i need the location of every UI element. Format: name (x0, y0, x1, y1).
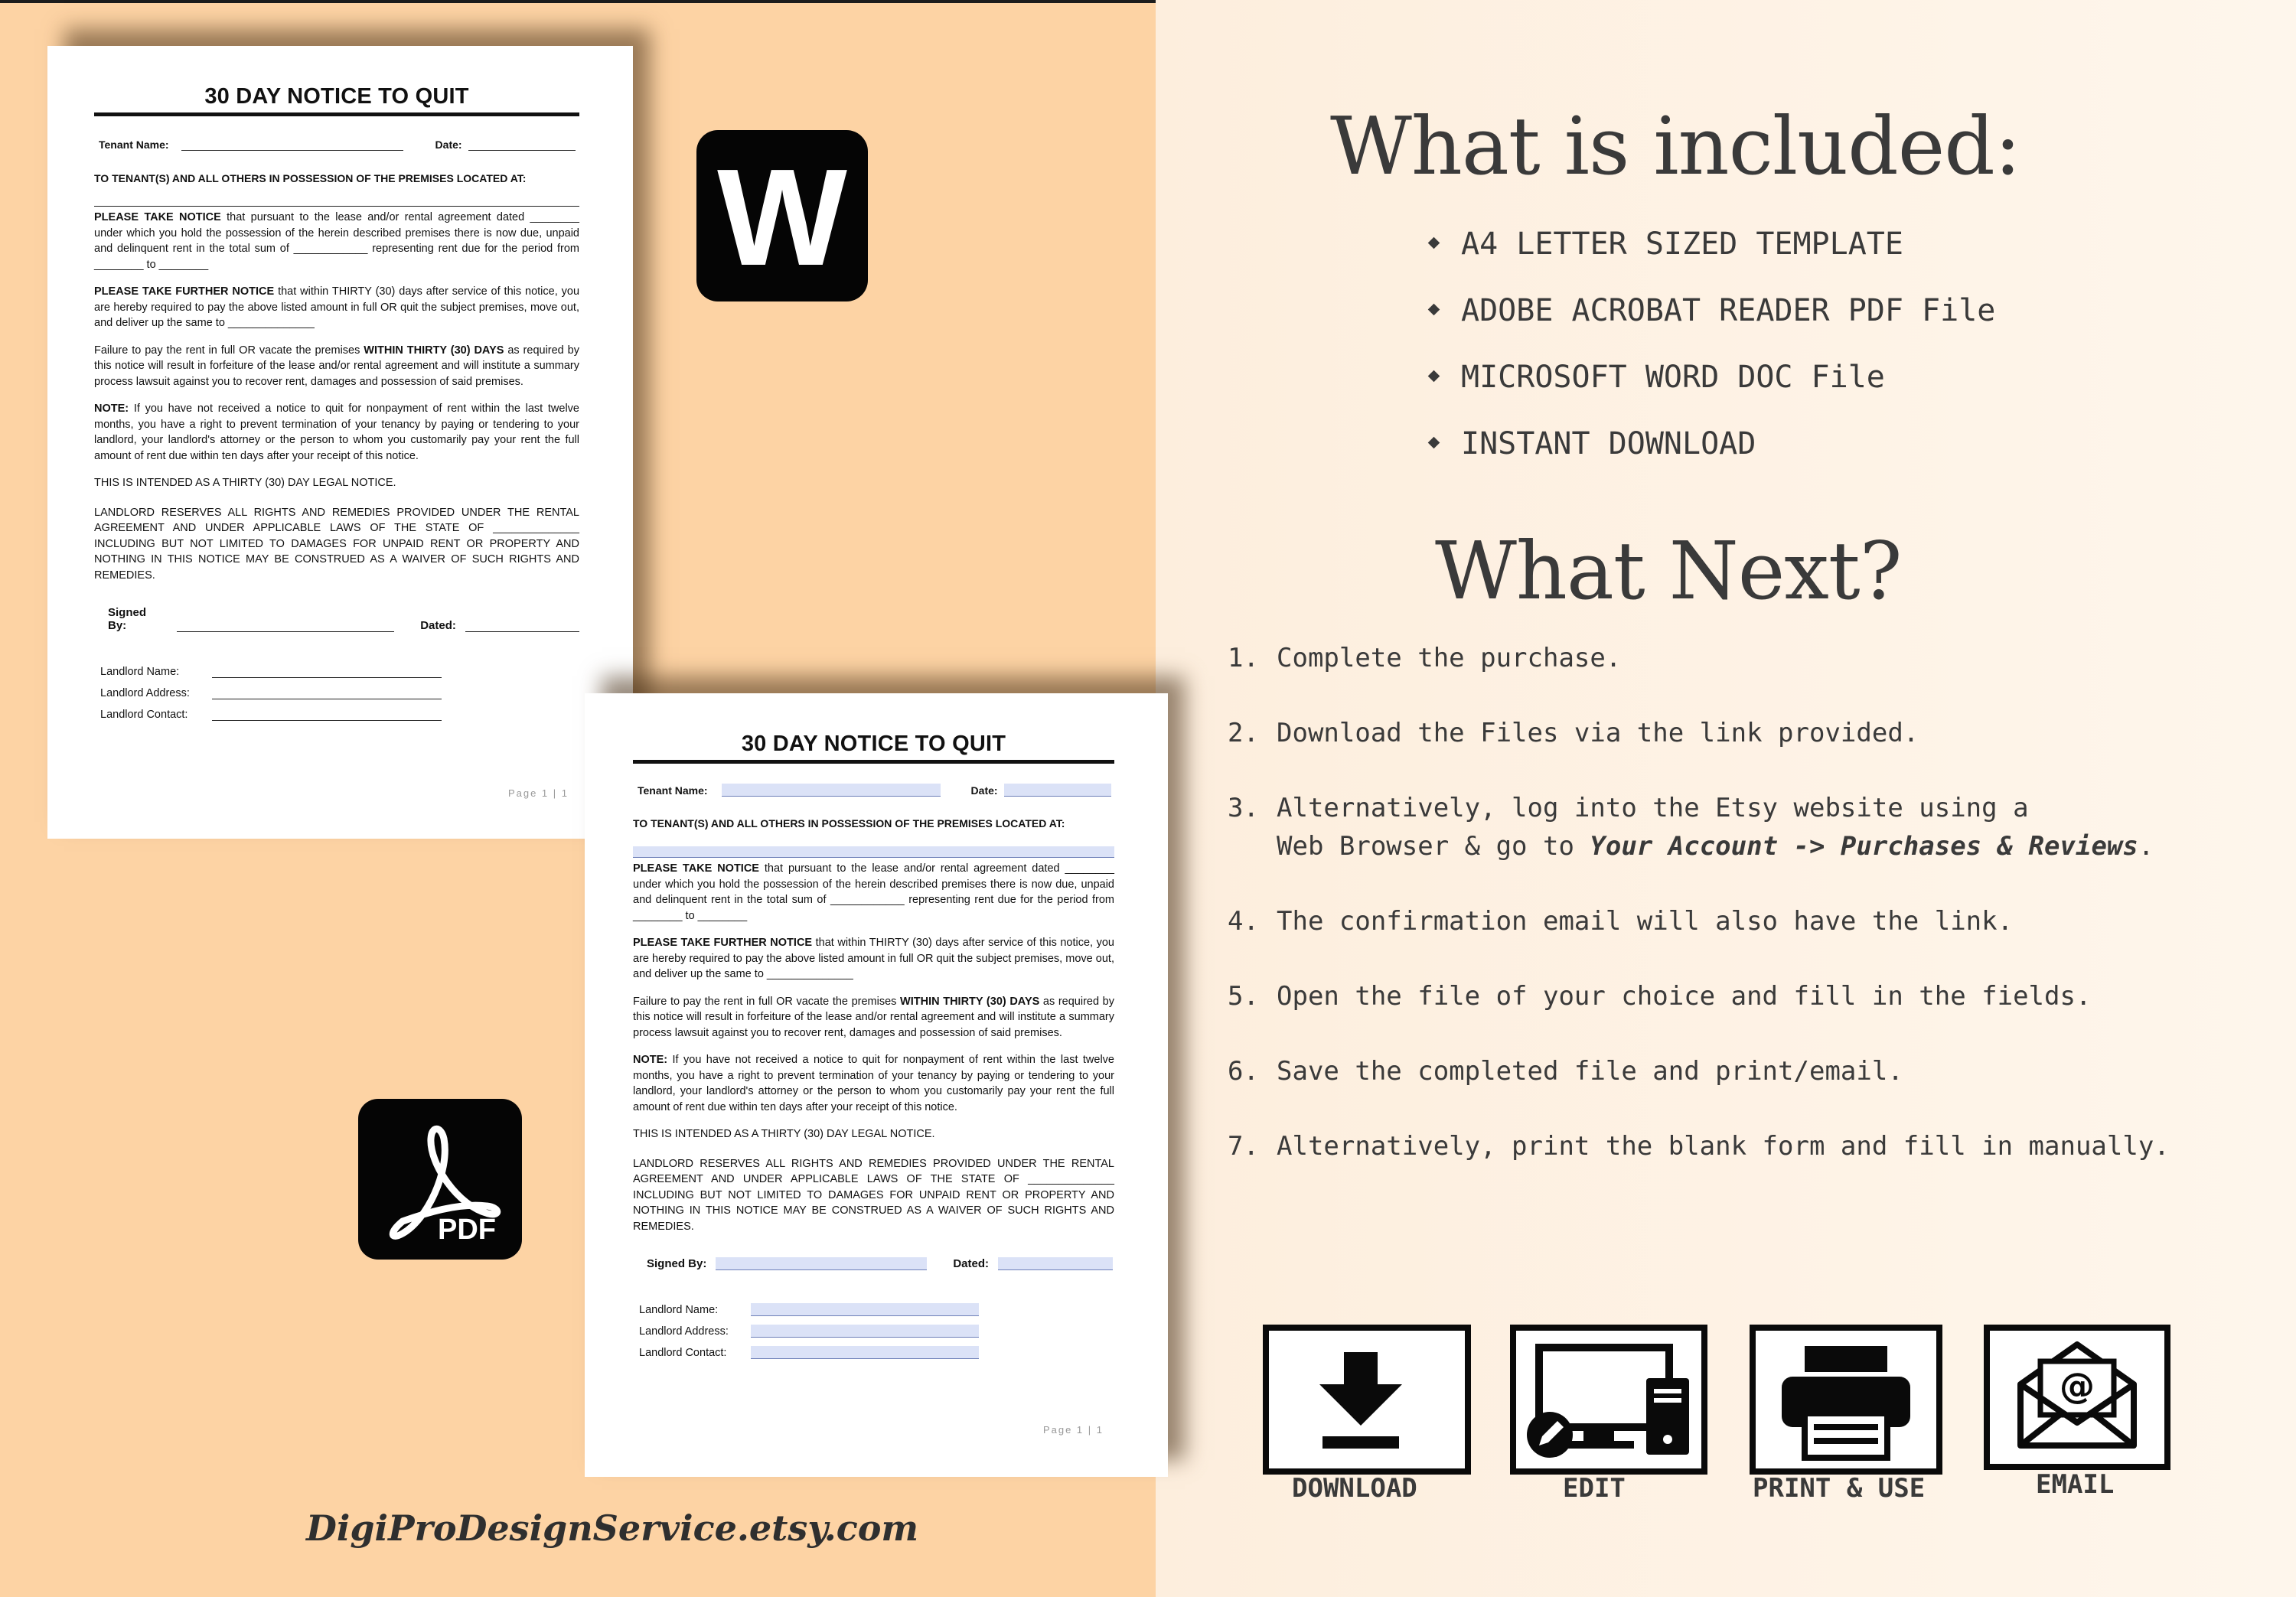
to-tenants-text: TO TENANT(S) AND ALL OTHERS IN POSSESSION OF THE PREMISES LOCATED AT: (633, 817, 1065, 829)
signed-by-field[interactable] (716, 1257, 927, 1270)
tenant-name-label: Tenant Name: (638, 784, 708, 797)
date-label: Date: (970, 784, 998, 797)
step-item: 2. Download the Files via the link provided. (1228, 718, 1919, 748)
date-line (468, 138, 576, 151)
document-title: 30 DAY NOTICE TO QUIT (204, 84, 469, 109)
shop-url: DigiProDesignService.etsy.com (306, 1507, 919, 1549)
email-icon (1990, 1331, 2164, 1464)
print-tile (1750, 1325, 1942, 1475)
further-notice-paragraph: PLEASE TAKE FURTHER NOTICE that within THIRTY (30) days after service of this notice, you are hereby required to pay the above listed amount in full OR quit the subject premises, move out, and deliver up the same to ______________ (633, 937, 1114, 980)
word-letter: W (717, 141, 847, 295)
notice-paragraph: PLEASE TAKE NOTICE that pursuant to the lease and/or rental agreement dated ________ under which you hold the possession of the herein described premises there is now due, unpaid and delinquent rent in the total sum of ____________ representing rent due for the period from ________ to ________ (633, 862, 1115, 922)
notice-paragraph: PLEASE TAKE NOTICE that pursuant to the lease and/or rental agreement dated ________ under which you hold the possession of the herein described premises there is now due, unpaid and delinquent rent in the total sum of ____________ representing rent due for the period from ________ to ________ (94, 211, 580, 271)
word-icon (696, 130, 868, 301)
title-rule (94, 112, 579, 116)
landlord-block (633, 1295, 1114, 1359)
signed-by-label: Signed By: (647, 1257, 707, 1270)
page-number: Page 1 | 1 (1042, 1424, 1104, 1436)
pdf-document-preview (585, 693, 1168, 1477)
word-document-preview (47, 46, 633, 839)
failure-paragraph: Failure to pay the rent in full OR vacate the premises WITHIN THIRTY (30) DAYS as required by this notice will result in forfeiture of the lease and/or rental agreement and will institute a summary process lawsuit against you to recover rent, damages and possession of said premises. (94, 344, 579, 388)
document-title: 30 DAY NOTICE TO QUIT (741, 732, 1006, 756)
signed-by-label: Signed By: (108, 606, 147, 632)
included-item: INSTANT DOWNLOAD (1430, 414, 1995, 481)
included-item: A4 LETTER SIZED TEMPLATE (1430, 214, 1995, 281)
landlord-contact-row: Landlord Contact: (94, 699, 579, 721)
landlord-contact-field[interactable] (751, 1346, 979, 1359)
signature-row (94, 606, 579, 632)
dated-label: Dated: (953, 1257, 990, 1270)
landlord-name-row: Landlord Name: (94, 657, 579, 678)
download-tile (1263, 1325, 1471, 1475)
step-item: 5. Open the file of your choice and fill in the fields. (1228, 981, 2092, 1012)
pdf-label: PDF (438, 1214, 496, 1246)
printer-icon (1756, 1331, 1936, 1468)
dated-field[interactable] (998, 1257, 1113, 1270)
address-field[interactable] (633, 846, 1114, 858)
step-item: 7. Alternatively, print the blank form and fill in manually. (1228, 1131, 2170, 1162)
step-item: 1. Complete the purchase. (1228, 643, 1622, 673)
legal-notice-text: THIS IS INTENDED AS A THIRTY (30) DAY LEGAL NOTICE. (94, 477, 396, 489)
tenant-row (633, 784, 1114, 797)
bullet-icon (1428, 437, 1440, 449)
steps-list (1228, 639, 2284, 1202)
tenant-name-label: Tenant Name: (99, 139, 169, 151)
to-tenants-text: TO TENANT(S) AND ALL OTHERS IN POSSESSION OF THE PREMISES LOCATED AT: (94, 172, 527, 184)
page-number: Page 1 | 1 (507, 787, 569, 799)
computer-edit-icon (1516, 1331, 1701, 1468)
legal-notice-text: THIS IS INTENDED AS A THIRTY (30) DAY LEGAL NOTICE. (633, 1128, 935, 1140)
tenant-row (94, 138, 579, 151)
download-icon (1269, 1331, 1465, 1468)
top-divider (0, 0, 1156, 3)
tenant-name-line (181, 138, 403, 151)
date-field[interactable] (1004, 784, 1111, 797)
signature-row (633, 1257, 1114, 1270)
edit-label: EDIT (1563, 1473, 1626, 1504)
signed-by-line (177, 619, 394, 632)
bullet-icon (1428, 370, 1440, 383)
landlord-address-row: Landlord Address: (94, 678, 579, 699)
note-paragraph: NOTE: If you have not received a notice to quit for nonpayment of rent within the last twelve months, you have a right to prevent termination of your tenancy by paying or tendering to your landlord, your landlord's attorney or the person to whom you customarily pay your rent the full amount of rent due within ten days after your receipt of this notice. (94, 403, 579, 462)
svg-text:@: @ (2060, 1365, 2095, 1406)
email-label: EMAIL (2036, 1469, 2115, 1500)
dated-line (465, 619, 579, 632)
email-tile (1984, 1325, 2170, 1470)
note-paragraph: NOTE: If you have not received a notice to quit for nonpayment of rent within the last twelve months, you have a right to prevent termination of your tenancy by paying or tendering to your landlord, your landlord's attorney or the person to whom you customarily pay your rent the full amount of rent due within ten days after your receipt of this notice. (633, 1054, 1114, 1113)
print-label: PRINT & USE (1753, 1473, 1926, 1504)
address-line (94, 204, 579, 207)
step-item: 3. Alternatively, log into the Etsy website using a Web Browser & go to Your Account -> Purchases & Reviews. (1228, 793, 2154, 862)
acrobat-pdf-icon (358, 1099, 522, 1260)
failure-paragraph: Failure to pay the rent in full OR vacate the premises WITHIN THIRTY (30) DAYS as required by this notice will result in forfeiture of the lease and/or rental agreement and will institute a summary process lawsuit against you to recover rent, damages and possession of said premises. (633, 995, 1114, 1039)
bullet-icon (1428, 304, 1440, 316)
included-list (1430, 214, 1995, 481)
included-item: ADOBE ACROBAT READER PDF File (1430, 281, 1995, 347)
step-item: 6. Save the completed file and print/email. (1228, 1056, 1903, 1087)
included-heading: What is included: (1330, 99, 2020, 193)
rights-paragraph: LANDLORD RESERVES ALL RIGHTS AND REMEDIES PROVIDED UNDER THE RENTAL AGREEMENT AND UNDER APPLICABLE LAWS OF THE STATE OF ______________ INCLUDING BUT NOT LIMITED TO DAMAGES FOR UNPAID RENT OR PROPERTY AND NOTHING IN THIS NOTICE MAY BE CONSTRUED AS A WAIVER OF SUCH RIGHTS AND REMEDIES. (94, 506, 579, 582)
step-item: 4. The confirmation email will also have the link. (1228, 906, 2014, 937)
edit-tile (1510, 1325, 1707, 1475)
landlord-name-row: Landlord Name: (633, 1295, 1114, 1316)
landlord-contact-row: Landlord Contact: (633, 1338, 1114, 1359)
rights-paragraph: LANDLORD RESERVES ALL RIGHTS AND REMEDIES PROVIDED UNDER THE RENTAL AGREEMENT AND UNDER APPLICABLE LAWS OF THE STATE OF ______________ INCLUDING BUT NOT LIMITED TO DAMAGES FOR UNPAID RENT OR PROPERTY AND NOTHING IN THIS NOTICE MAY BE CONSTRUED AS A WAIVER OF SUCH RIGHTS AND REMEDIES. (633, 1157, 1114, 1233)
landlord-name-field[interactable] (751, 1303, 979, 1316)
further-notice-paragraph: PLEASE TAKE FURTHER NOTICE that within THIRTY (30) days after service of this notice, you are hereby required to pay the above listed amount in full OR quit the subject premises, move out, and deliver up the same to ______________ (94, 285, 580, 329)
download-label: DOWNLOAD (1292, 1473, 1417, 1504)
landlord-block (94, 657, 579, 721)
what-next-heading: What Next? (1435, 524, 1902, 618)
bullet-icon (1428, 237, 1440, 249)
landlord-address-row: Landlord Address: (633, 1316, 1114, 1338)
dated-label: Dated: (420, 619, 456, 632)
included-item: MICROSOFT WORD DOC File (1430, 347, 1995, 414)
landlord-address-field[interactable] (751, 1325, 979, 1338)
date-label: Date: (435, 139, 462, 151)
title-rule (633, 760, 1114, 764)
tenant-name-field[interactable] (722, 784, 941, 797)
